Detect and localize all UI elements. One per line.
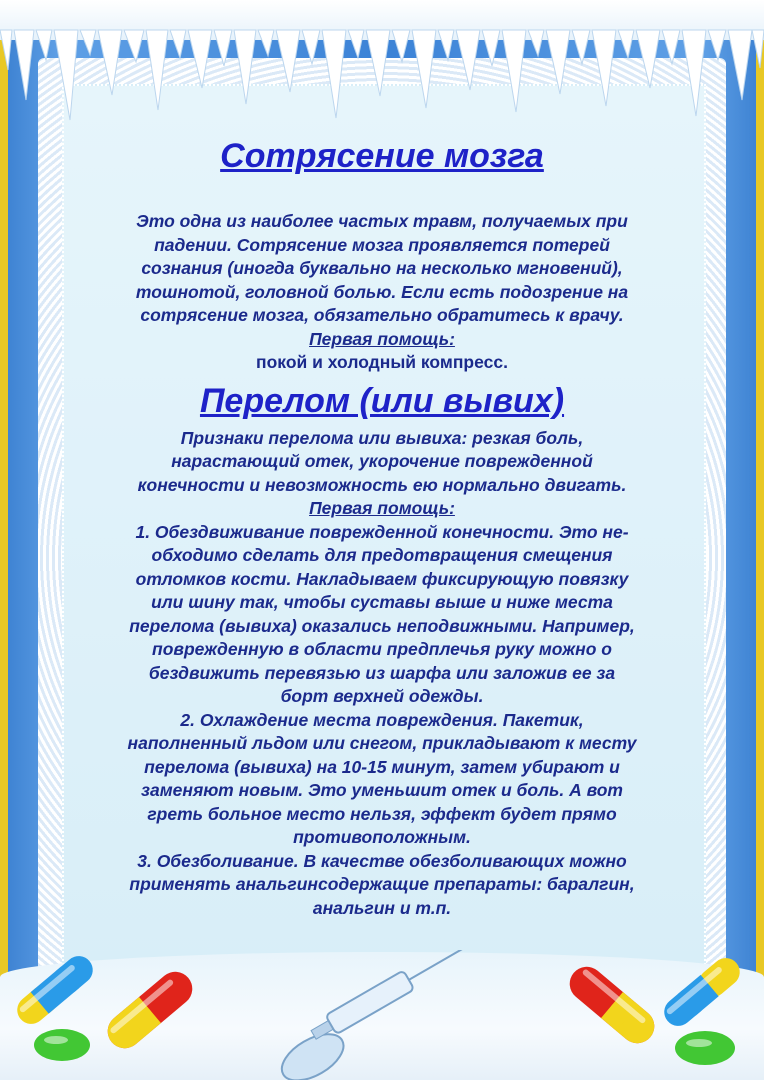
fracture-intro-line: нарастающий отек, укорочение поврежденной bbox=[171, 451, 593, 471]
fracture-intro-line: Признаки перелома или вывиха: резкая боль, bbox=[180, 427, 584, 448]
concussion-line: Это одна из наиболее частых травм, получаемых при bbox=[136, 211, 628, 231]
concussion-first-aid-label: Первая помощь: bbox=[309, 328, 455, 349]
fracture-body-line: противоположным. bbox=[293, 827, 471, 847]
fracture-body-line: бездвижить перевязью из шарфа или заложив ее за bbox=[148, 662, 616, 683]
fracture-body-line: 3. Обезболивание. В качестве обезболивающих можно bbox=[137, 850, 627, 871]
concussion-title: Сотрясение мозга bbox=[220, 137, 544, 175]
fracture-body-line: греть больное место нельзя, эффект будет прямо bbox=[147, 803, 617, 824]
fracture-body-line: анальгин и т.п. bbox=[312, 897, 452, 918]
pill-capsule-icon bbox=[12, 950, 99, 1029]
fracture-body-line: или шину так, чтобы суставы выше и ниже места bbox=[151, 592, 613, 612]
fracture-body-line: наполненный льдом или снегом, прикладывают к месту bbox=[127, 733, 637, 753]
fracture-body-line: поврежденную в области предплечья руку можно о bbox=[152, 639, 612, 659]
fracture-first-aid-label: Первая помощь: bbox=[309, 498, 455, 518]
fracture-body-line: обходимо сделать для предотвращения смещения bbox=[151, 545, 613, 565]
fracture-body-line: отломков кости. Накладываем фиксирующую повязку bbox=[135, 568, 629, 589]
medicine-decor bbox=[0, 950, 764, 1080]
concussion-first-aid-text: покой и холодный компресс. bbox=[256, 352, 508, 372]
fracture-body-line: заменяют новым. Это уменьшит отек и боль. А вот bbox=[141, 780, 623, 800]
fracture-body-line: применять анальгинсодержащие препараты: баралгин, bbox=[129, 874, 635, 894]
syringe-icon bbox=[268, 950, 486, 1080]
fracture-body-line: 1. Обездвиживание поврежденной конечности. Это не- bbox=[135, 521, 629, 542]
left-yellow-edge bbox=[0, 0, 8, 1080]
fracture-body-line: борт верхней одежды. bbox=[280, 686, 484, 706]
concussion-line: сознания (иногда буквально на несколько мгновений), bbox=[141, 258, 623, 278]
tablet-icon bbox=[34, 1029, 90, 1061]
concussion-line: сотрясение мозга, обязательно обратитесь к врачу. bbox=[140, 305, 624, 325]
pill-capsule-icon bbox=[659, 952, 746, 1031]
fracture-intro-line: конечности и невозможность ею нормально двигать. bbox=[137, 474, 627, 495]
pill-capsule-icon bbox=[101, 965, 199, 1055]
fracture-title: Перелом (или вывих) bbox=[199, 381, 565, 420]
fracture-body-line: перелома (вывиха) оказались неподвижными. Например, bbox=[129, 615, 635, 636]
fracture-body-line: перелома (вывиха) на 10-15 минут, затем убирают и bbox=[144, 756, 620, 777]
icicles-icon bbox=[0, 0, 764, 140]
fracture-body-line: 2. Охлаждение места повреждения. Пакетик, bbox=[180, 709, 584, 730]
poster-content bbox=[62, 136, 702, 920]
concussion-line: падении. Сотрясение мозга проявляется потерей bbox=[154, 234, 610, 255]
pill-capsule-icon bbox=[563, 960, 661, 1050]
concussion-line: тошнотой, головной болью. Если есть подозрение на bbox=[135, 281, 629, 302]
tablet-icon bbox=[675, 1031, 735, 1065]
right-yellow-edge bbox=[756, 0, 764, 1080]
